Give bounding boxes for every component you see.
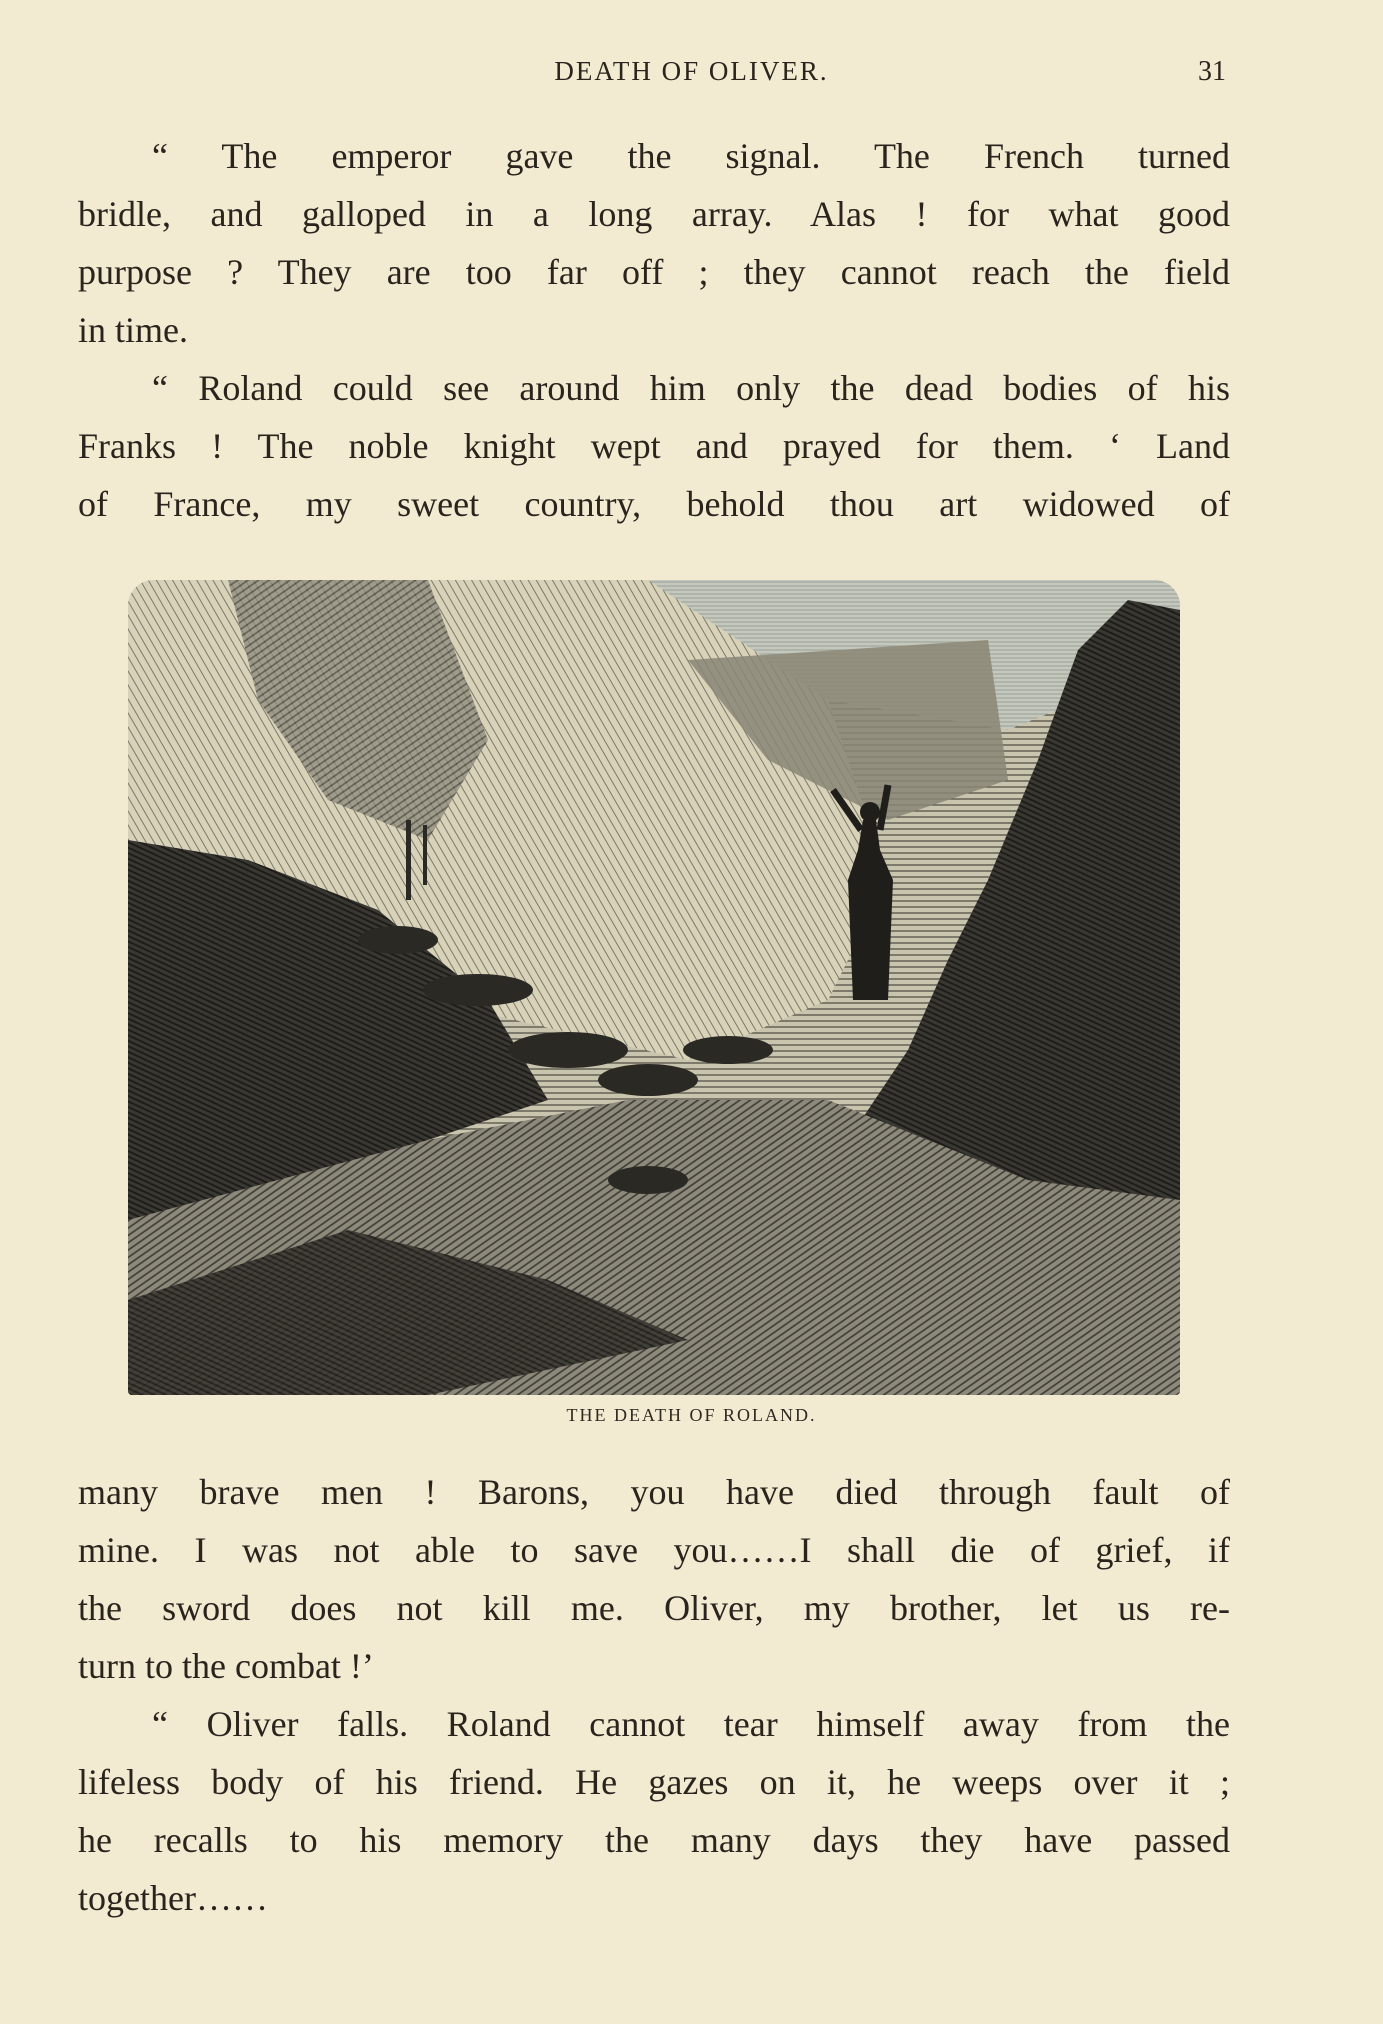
text-line: the sword does not kill me. Oliver, my brother, let us re- <box>78 1588 1230 1628</box>
text-line: “ Roland could see around him only the dead bodies of his <box>152 368 1230 408</box>
text-block-top <box>78 127 1230 533</box>
text-line: Franks ! The noble knight wept and prayed for them. ‘ Land <box>78 426 1230 466</box>
page-number: 31 <box>1198 56 1226 87</box>
text-line: in time. <box>78 310 188 350</box>
text-line: bridle, and galloped in a long array. Alas ! for what good <box>78 194 1230 234</box>
text-line: of France, my sweet country, behold thou art widowed of <box>78 484 1230 524</box>
engraving-death-of-roland <box>128 580 1180 1395</box>
text-block-bottom <box>78 1463 1230 1927</box>
running-head: DEATH OF OLIVER. <box>554 56 829 86</box>
engraving-illustration <box>128 580 1180 1395</box>
text-line: together…… <box>78 1878 268 1918</box>
text-line: mine. I was not able to save you……I shall die of grief, if <box>78 1530 1230 1570</box>
text-line: he recalls to his memory the many days they have passed <box>78 1820 1230 1860</box>
text-line: “ Oliver falls. Roland cannot tear himself away from the <box>152 1704 1230 1744</box>
text-line: purpose ? They are too far off ; they cannot reach the field <box>78 252 1230 292</box>
figure-caption: THE DEATH OF ROLAND. <box>566 1405 817 1425</box>
text-line: lifeless body of his friend. He gazes on it, he weeps over it ; <box>78 1762 1230 1802</box>
text-line: many brave men ! Barons, you have died through fault of <box>78 1472 1230 1512</box>
text-line: turn to the combat !’ <box>78 1646 374 1686</box>
text-line: “ The emperor gave the signal. The French turned <box>152 136 1230 176</box>
